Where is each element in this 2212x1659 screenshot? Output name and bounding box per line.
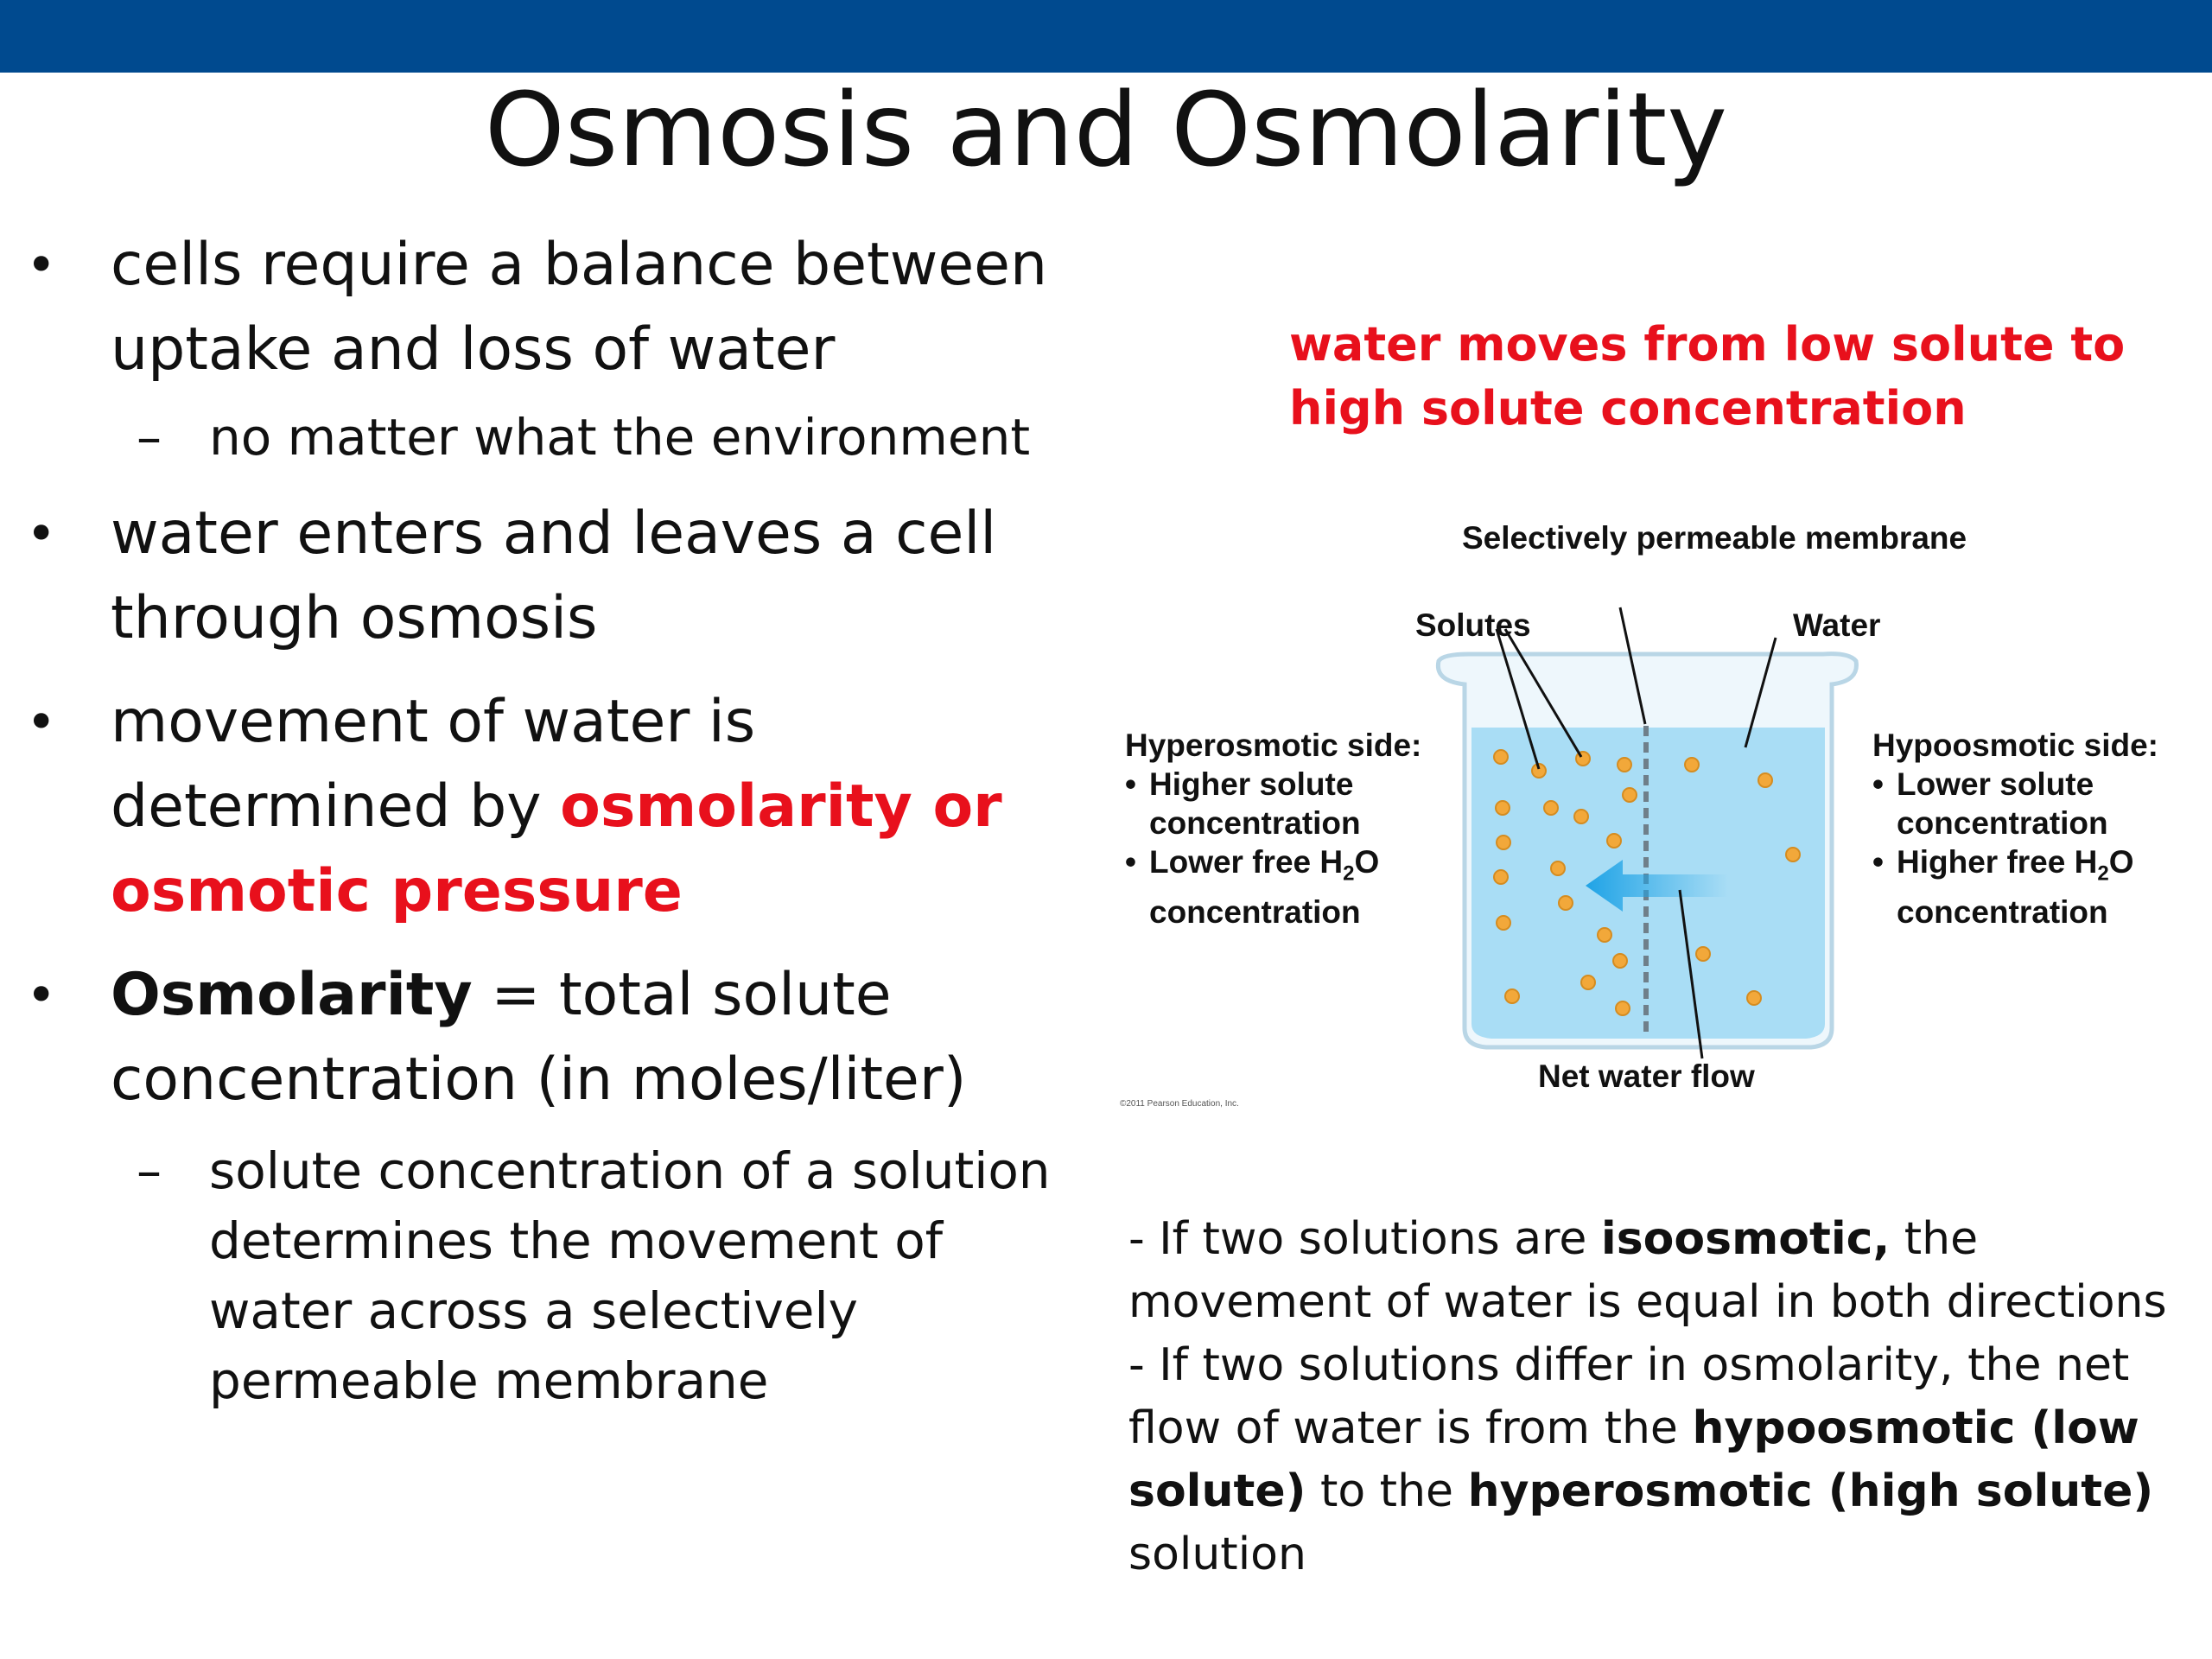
side-item xyxy=(1872,765,2192,842)
bullet-item xyxy=(26,492,1063,661)
bullet-dot: • xyxy=(26,692,57,753)
water-label: Water xyxy=(1793,607,1881,643)
side-item xyxy=(1125,842,1462,931)
note-bold: isoosmotic, xyxy=(1600,1213,1891,1265)
dash: – xyxy=(137,408,162,467)
bullet-text: = total solute concentration (in moles/liter) xyxy=(111,961,967,1114)
note-text: to the xyxy=(1306,1465,1468,1517)
side-item-text: Higher solute concentration xyxy=(1149,766,1361,841)
net-flow-label: Net water flow xyxy=(1538,1058,1755,1094)
side-heading: Hyperosmotic side: xyxy=(1125,728,1422,763)
note-text: - If two solutions differ in osmolarity, the net flow of water is from the xyxy=(1128,1339,2130,1454)
side-item xyxy=(1125,765,1462,842)
slide-title: Osmosis and Osmolarity xyxy=(484,70,1728,189)
note-text: solution xyxy=(1128,1529,1306,1580)
bullet-dot: • xyxy=(26,235,57,296)
bullet-text: movement of water is determined by xyxy=(111,688,756,841)
sub-bullet-item xyxy=(26,1136,1063,1416)
bullet-text: water enters and leaves a cell through osmosis xyxy=(111,499,997,652)
term-bold: Osmolarity xyxy=(111,961,473,1029)
solutes-label: Solutes xyxy=(1415,607,1531,643)
bullet-text: cells require a balance between uptake and loss of water xyxy=(111,231,1048,384)
side-item-text: Higher free $H_2O$ concentration xyxy=(1897,844,2134,931)
note-bold: hypoosmotic (low solute) xyxy=(1128,1402,2139,1517)
bullet-list xyxy=(26,223,1063,1416)
highlight-text: osmolarity or osmotic pressure xyxy=(111,772,1002,925)
note-bold: hyperosmotic (high solute) xyxy=(1467,1465,2154,1517)
sub-bullet-item xyxy=(26,403,1063,473)
side-item-text: Lower solute concentration xyxy=(1897,766,2108,841)
bullet-item xyxy=(26,953,1063,1122)
copyright-text: ©2011 Pearson Education, Inc. xyxy=(1120,1099,1239,1109)
note-text: the movement of water is equal in both directions xyxy=(1128,1213,2167,1328)
bullet-item xyxy=(26,680,1063,934)
side-heading: Hypoosmotic side: xyxy=(1872,728,2158,763)
note-net-flow xyxy=(1128,1334,2200,1586)
sub-bullet-text: no matter what the environment xyxy=(209,408,1031,467)
membrane-label: Selectively permeable membrane xyxy=(1462,520,1967,556)
hyperosmotic-side xyxy=(1125,726,1462,931)
side-item-text: Lower free $H_2O$ concentration xyxy=(1149,844,1380,931)
bullet-dot: • xyxy=(1125,766,1136,802)
bullet-dot: • xyxy=(1872,766,1884,802)
bullet-dot: • xyxy=(1125,844,1136,880)
osmosis-diagram xyxy=(1115,518,2195,1123)
bullet-dot: • xyxy=(26,504,57,564)
osmosis-notes xyxy=(1128,1208,2200,1586)
hypoosmotic-side xyxy=(1872,726,2192,931)
bullet-item xyxy=(26,223,1063,392)
side-item xyxy=(1872,842,2192,931)
bullet-dot: • xyxy=(1872,844,1884,880)
bullet-dot: • xyxy=(26,965,57,1026)
dash: – xyxy=(137,1141,162,1200)
header-bar xyxy=(0,0,2212,73)
note-isoosmotic xyxy=(1128,1208,2200,1334)
note-text: - If two solutions are xyxy=(1128,1213,1601,1265)
diagram-caption: water moves from low solute to high solute concentration xyxy=(1289,317,2126,435)
sub-bullet-text: solute concentration of a solution determines the movement of water across a selectively permeable membrane xyxy=(209,1141,1051,1410)
